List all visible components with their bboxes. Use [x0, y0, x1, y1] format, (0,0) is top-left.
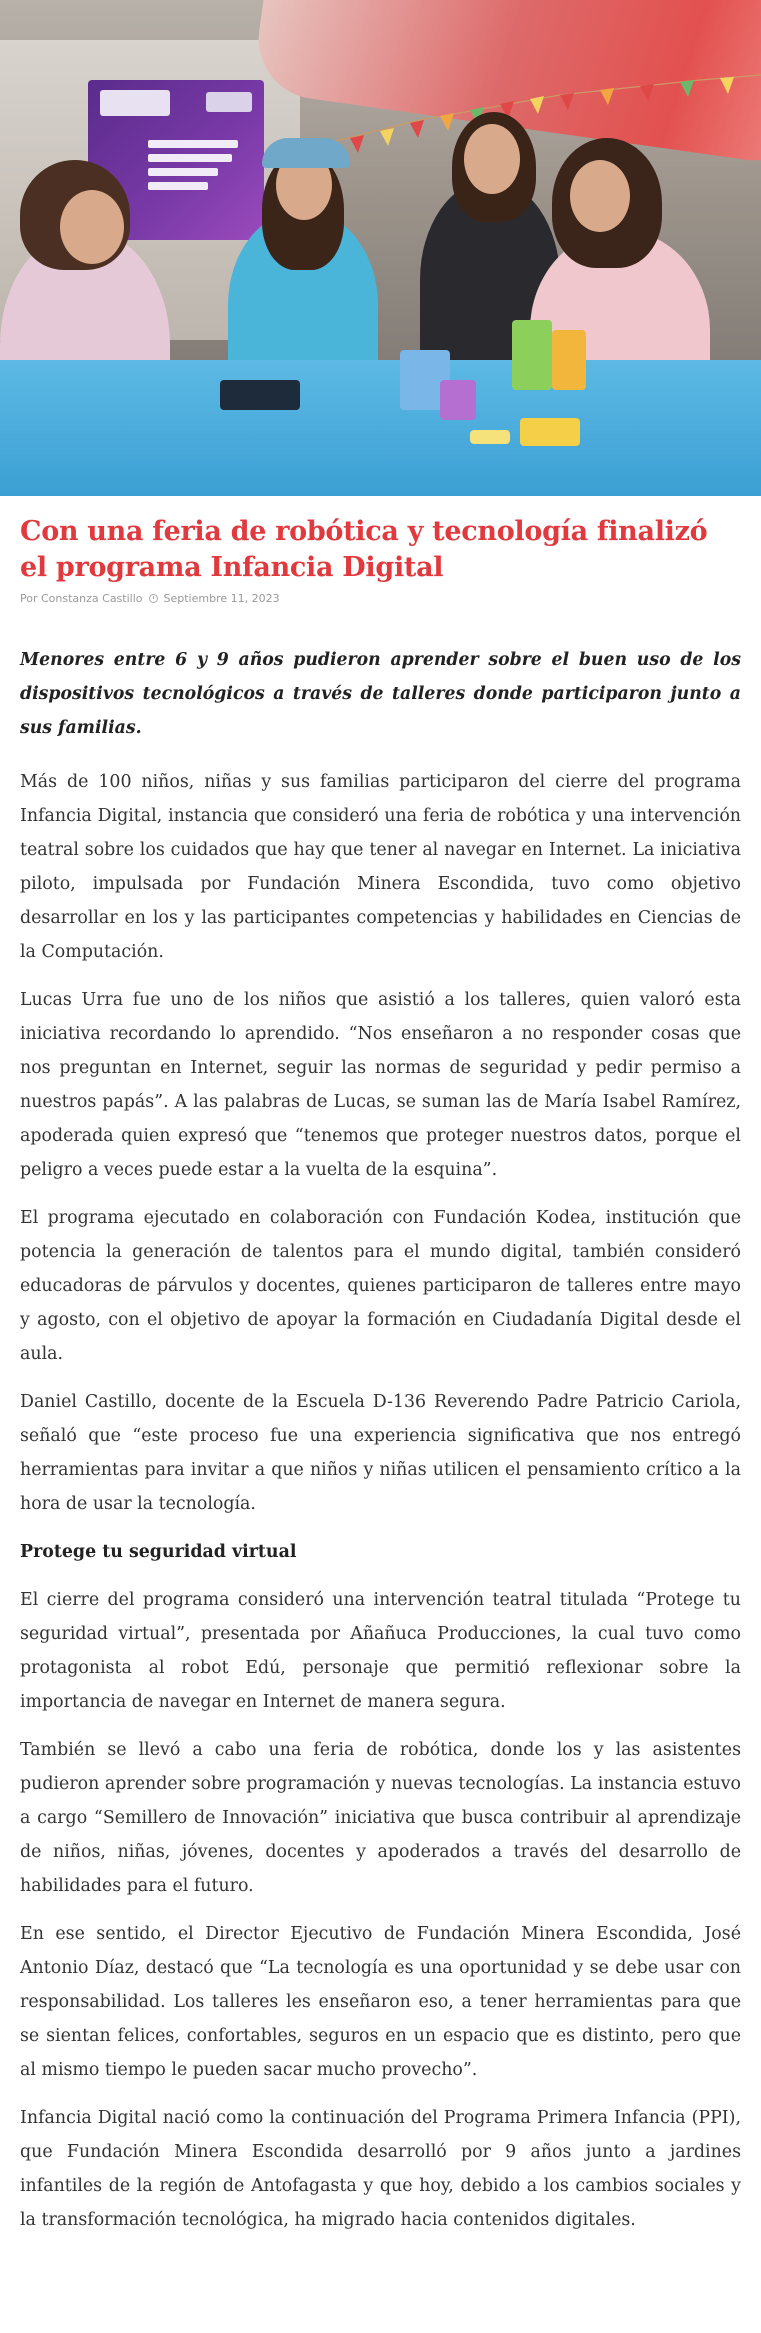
article-paragraph: Infancia Digital nació como la continuación del Programa Primera Infancia (PPI), que Fundación Minera Escondida desarrolló por 9 años junto a jardines infantiles de la región de Antofagasta y que hoy, debido a los cambios sociales y la transformación tecnológica, ha migrado hacia contenidos digitales.: [20, 2108, 741, 2230]
article-lead: Menores entre 6 y 9 años pudieron aprender sobre el buen uso de los dispositivos tecnológicos a través de talleres donde participaron junto a sus familias.: [20, 650, 741, 738]
article-meta: [20, 592, 741, 605]
article-date: Septiembre 11, 2023: [163, 592, 280, 605]
article-author[interactable]: Por Constanza Castillo: [20, 592, 143, 605]
article-paragraph: También se llevó a cabo una feria de robótica, donde los y las asistentes pudieron aprender sobre programación y nuevas tecnologías. La instancia estuvo a cargo “Semillero de Innovación” iniciativa que busca contribuir al aprendizaje de niños, niñas, jóvenes, docentes y apoderados a través del desarrollo de habilidades para el futuro.: [20, 1740, 741, 1896]
article-paragraph: Daniel Castillo, docente de la Escuela D-136 Reverendo Padre Patricio Cariola, señaló que “este proceso fue una experiencia significativa que nos entregó herramientas para invitar a que niños y niñas utilicen el pensamiento crítico a la hora de usar la tecnología.: [20, 1392, 741, 1514]
hero-photo: [0, 0, 761, 496]
clock-icon: [149, 594, 158, 603]
article-paragraph: Más de 100 niños, niñas y sus familias participaron del cierre del programa Infancia Digital, instancia que consideró una feria de robótica y una intervención teatral sobre los cuidados que hay que tener al navegar en Internet. La iniciativa piloto, impulsada por Fundación Minera Escondida, tuvo como objetivo desarrollar en los y las participantes competencias y habilidades en Ciencias de la Computación.: [20, 772, 741, 962]
article-paragraph: Lucas Urra fue uno de los niños que asistió a los talleres, quien valoró esta iniciativa recordando lo aprendido. “Nos enseñaron a no responder cosas que nos preguntan en Internet, seguir las normas de seguridad y pedir permiso a nuestros papás”. A las palabras de Lucas, se suman las de María Isabel Ramírez, apoderada quien expresó que “tenemos que proteger nuestros datos, porque el peligro a veces puede estar a la vuelta de la esquina”.: [20, 990, 741, 1180]
article-subheading: Protege tu seguridad virtual: [20, 1542, 297, 1562]
article-body: [0, 514, 761, 2237]
article-title: Con una feria de robótica y tecnología finalizó el programa Infancia Digital: [20, 516, 708, 583]
article-paragraph: El cierre del programa consideró una intervención teatral titulada “Protege tu seguridad virtual”, presentada por Añañuca Producciones, la cual tuvo como protagonista al robot Edú, personaje que permitió reflexionar sobre la importancia de navegar en Internet de manera segura.: [20, 1590, 741, 1712]
article-paragraph: El programa ejecutado en colaboración con Fundación Kodea, institución que potencia la generación de talentos para el mundo digital, también consideró educadoras de párvulos y docentes, quienes participaron de talleres entre mayo y agosto, con el objetivo de apoyar la formación en Ciudadanía Digital desde el aula.: [20, 1208, 741, 1364]
robotics-table: [0, 360, 761, 496]
article-paragraph: En ese sentido, el Director Ejecutivo de Fundación Minera Escondida, José Antonio Díaz, destacó que “La tecnología es una oportunidad y se debe usar con responsabilidad. Los talleres les enseñaron eso, a tener herramientas para que se sientan felices, confortables, seguros en un espacio que es distinto, pero que al mismo tiempo le pueden sacar mucho provecho”.: [20, 1924, 741, 2080]
